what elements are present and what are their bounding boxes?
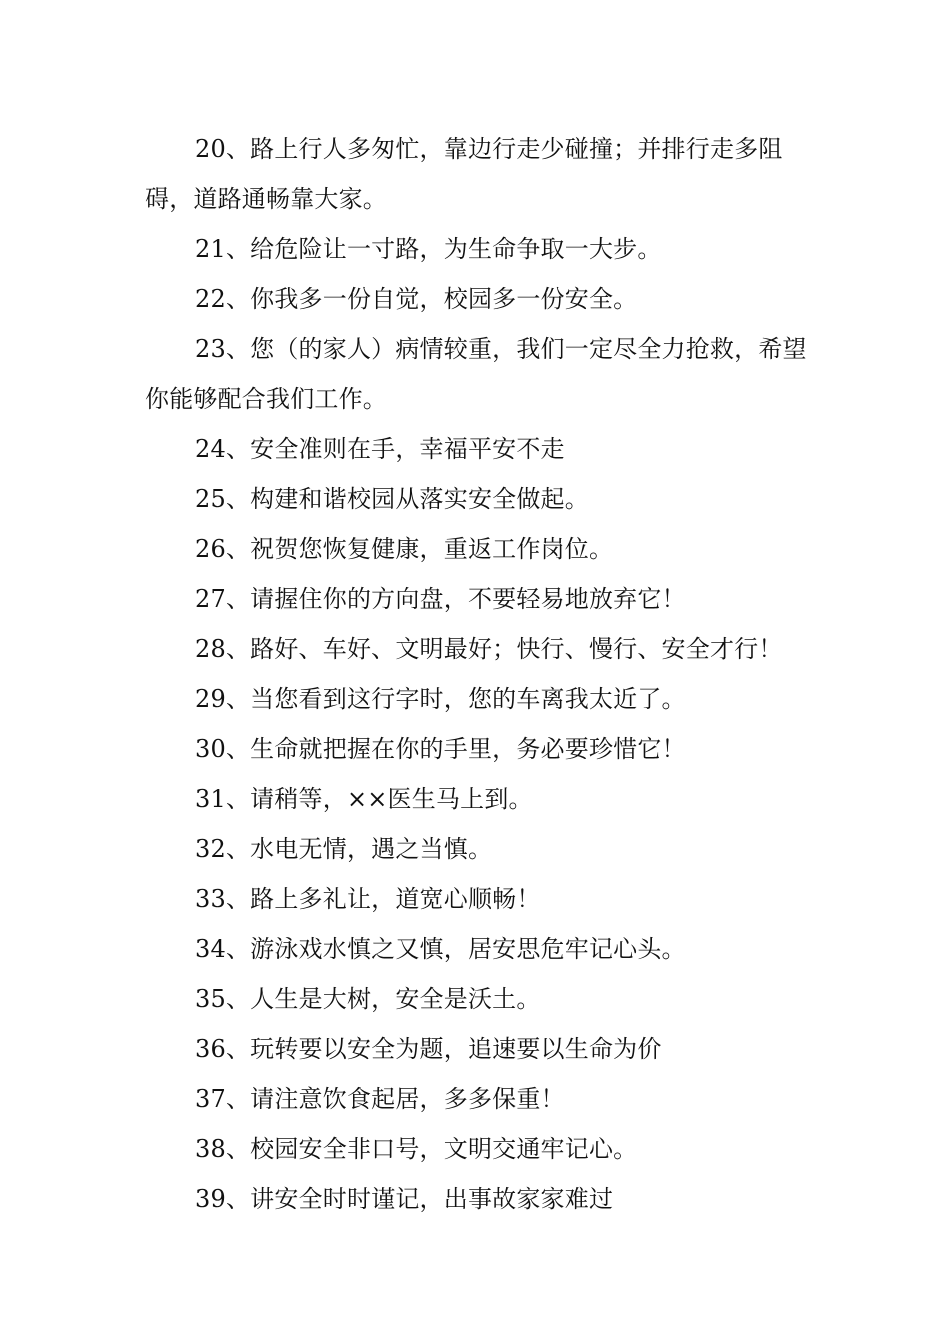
paragraph-25: 25、构建和谐校园从落实安全做起。: [195, 485, 589, 513]
paragraph-39: 39、讲安全时时谨记，出事故家家难过: [195, 1185, 614, 1213]
paragraph-20: 20、路上行人多匆忙，靠边行走少碰撞；并排行走多阻碍，道路通畅靠大家。: [145, 135, 783, 213]
paragraph-29: 29、当您看到这行字时，您的车离我太近了。: [195, 685, 686, 713]
document-body: [145, 124, 810, 1224]
paragraph-37: 37、请注意饮食起居，多多保重！: [195, 1085, 565, 1113]
paragraph-28: 28、路好、车好、文明最好；快行、慢行、安全才行！: [195, 635, 783, 663]
paragraph-30: 30、生命就把握在你的手里，务必要珍惜它！: [195, 735, 686, 763]
paragraph-23: 23、您（的家人）病情较重，我们一定尽全力抢救，希望你能够配合我们工作。: [145, 335, 807, 413]
paragraph-36: 36、玩转要以安全为题，追速要以生命为价: [195, 1035, 662, 1063]
paragraph-34: 34、游泳戏水慎之又慎，居安思危牢记心头。: [195, 935, 686, 963]
paragraph-24: 24、安全准则在手，幸福平安不走: [195, 435, 565, 463]
paragraph-32: 32、水电无情，遇之当慎。: [195, 835, 493, 863]
paragraph-33: 33、路上多礼让，道宽心顺畅！: [195, 885, 541, 913]
paragraph-27: 27、请握住你的方向盘，不要轻易地放弃它！: [195, 585, 686, 613]
paragraph-26: 26、祝贺您恢复健康，重返工作岗位。: [195, 535, 614, 563]
paragraph-21: 21、给危险让一寸路，为生命争取一大步。: [195, 235, 662, 263]
paragraph-38: 38、校园安全非口号，文明交通牢记心。: [195, 1135, 638, 1163]
paragraph-35: 35、人生是大树，安全是沃土。: [195, 985, 541, 1013]
paragraph-31: 31、请稍等，××医生马上到。: [195, 785, 533, 813]
paragraph-22: 22、你我多一份自觉，校园多一份安全。: [195, 285, 638, 313]
